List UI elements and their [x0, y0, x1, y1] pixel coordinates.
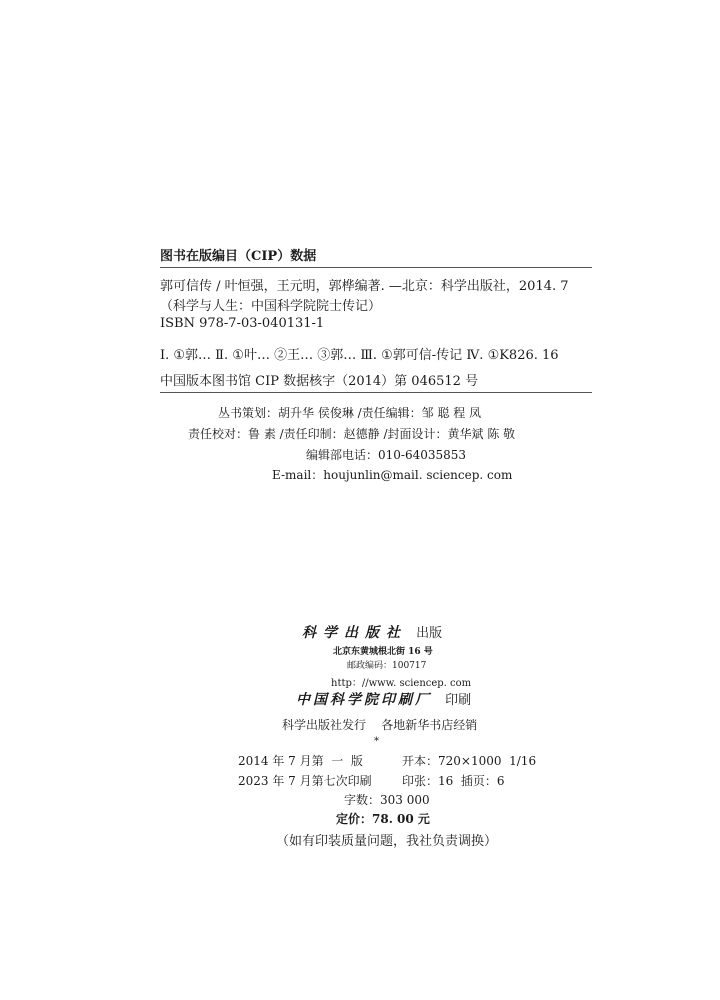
publisher-role: 出版: [416, 626, 443, 641]
distribution-line: 科学出版社发行 各地新华书店经销: [282, 718, 478, 732]
printer-role: 印刷: [445, 693, 472, 708]
price: 定价：78. 00 元: [336, 812, 430, 826]
publisher-line: [302, 622, 442, 642]
quality-notice: （如有印装质量问题，我社负责调换）: [276, 834, 498, 849]
credits-phone: 编辑部电话：010-64035853: [306, 448, 467, 462]
publisher-logo-text: 科学出版社: [302, 625, 407, 641]
book-format: 开本：720×1000 1/16: [402, 754, 537, 768]
divider-top: [160, 267, 592, 268]
word-count: 字数：303 000: [344, 793, 430, 807]
credits-planning-editors: 丛书策划：胡升华 侯俊琳 /责任编辑：邹 聪 程 凤: [218, 406, 482, 420]
printing-sheets: 印张：16 插页：6: [402, 774, 505, 788]
cip-number: 中国版本图书馆 CIP 数据核字（2014）第 046512 号: [160, 374, 479, 389]
credits-email: E-mail：houjunlin@mail. sciencep. com: [272, 468, 513, 482]
publisher-postcode: 邮政编码：100717: [347, 661, 427, 671]
credits-proof-print-cover: 责任校对：鲁 素 /责任印制：赵德静 /封面设计：黄华斌 陈 敬: [188, 427, 516, 441]
printer-line: [296, 689, 471, 709]
publisher-url: http：//www. sciencep. com: [331, 678, 472, 689]
first-edition: 2014 年 7 月第 一 版: [238, 754, 363, 768]
cip-bibliographic-line: 郭可信传 / 叶恒强，王元明，郭桦编著. —北京：科学出版社，2014. 7: [160, 279, 569, 294]
divider-bottom: [160, 392, 592, 393]
printing-number: 2023 年 7 月第七次印刷: [238, 774, 372, 788]
cip-isbn: ISBN 978-7-03-040131-1: [160, 316, 325, 331]
cip-series-line: （科学与人生：中国科学院院士传记）: [160, 299, 382, 314]
printer-logo-text: 中国科学院印刷厂: [296, 692, 432, 708]
cip-classification: Ⅰ. ①郭… Ⅱ. ①叶… ②王… ③郭… Ⅲ. ①郭可信-传记 Ⅳ. ①K826. 16: [160, 348, 559, 363]
publisher-address: 北京东黄城根北街 16 号: [333, 647, 433, 657]
cip-heading: 图书在版编目（CIP）数据: [160, 249, 317, 264]
separator-star: *: [374, 736, 379, 747]
